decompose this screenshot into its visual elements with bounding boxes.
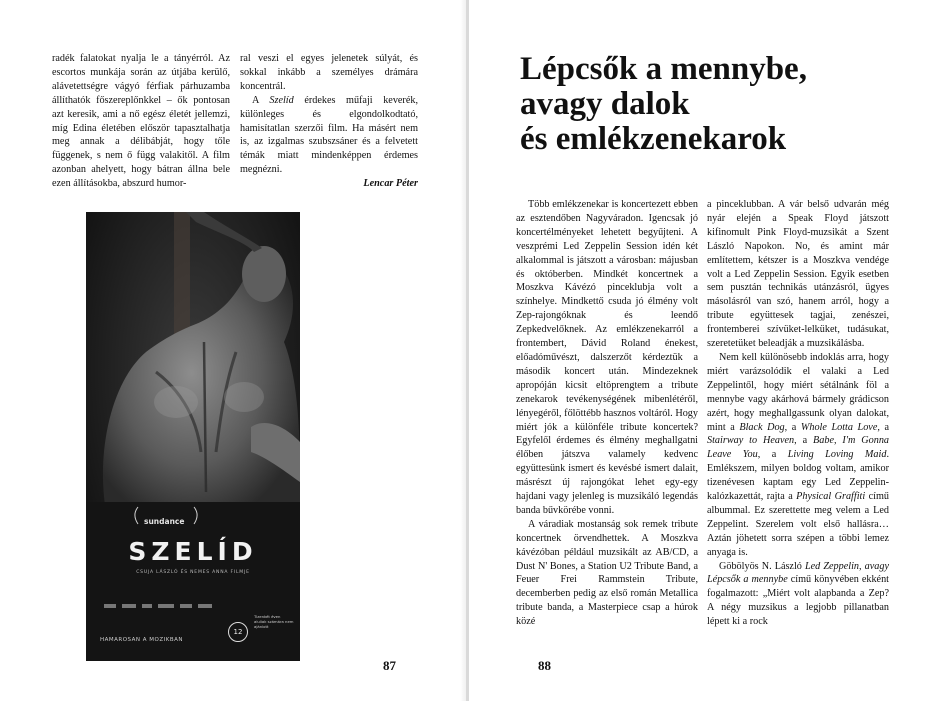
right-col1 [516, 198, 698, 629]
song-title: Stairway to Heaven [707, 435, 795, 447]
title-line-1: Lépcsők a mennybe, [520, 51, 807, 87]
film-title-italic: Szelíd [269, 94, 294, 106]
title-line-2: avagy dalok [520, 86, 690, 122]
book-spine [466, 0, 469, 701]
poster-release-text: HAMAROSAN A MOZIKBAN [100, 637, 184, 643]
right-col2-p1: a pinceklubban. A vár belső udvarán még nyár elején a Speak Floyd játszott kifinomult Pink Floyd-muzsikát a Szent László Napokon. No, és amint már említettem, kétszer is a Moszkva vendége volt a Led Zeppelin Session. Egyik esetben sem pusztán technikás utánzásról, ügyes másolásról van szó, hanem arról, hogy a tribute együttesek tagjai, zenészei, frontemberei szívüket-lelküket, tudásukat, szeretetüket beleadják a muzsikálásba. [707, 199, 889, 350]
text-run: című könyvében ekként fogalmazott: „Miért volt alapbanda a Zep? A négy muzsikus a legjobb pillanatban lépett ki a rock [707, 574, 889, 628]
poster-credit: CSUJA LÁSZLÓ ÉS NEMES ANNA FILMJE [136, 570, 250, 575]
text-run: című albummal. Ez szerettette meg velem a Led Zeppelint. Szerelem volt első hallásra… Aztán jöhetett sorra szépen a többi lemez anyaga is. [707, 491, 889, 558]
song-title: Whole Lotta Love [800, 421, 878, 433]
left-col2 [240, 52, 418, 191]
text-run: érdekes műfaji keverék, különleges és elgondolkodtató, hamisítatlan szerzői film. Ha másért nem is, az izgalmas szubszsáner és a felvetett témák miatt mindenképpen érdemes megnézni. [240, 94, 418, 176]
sundance-logo-text: sundance [144, 517, 185, 526]
poster-title: SZELÍD [128, 537, 258, 566]
left-col1-text: radék falatokat nyalja le a tányérról. Az escortos munkája során az útjába kerülő, alávetettségre vágyó férfiak párhuzamba állíthatók főszereplőnkkel – ők pontosan azt keresik, ami a nő egész életét jellemzi, míg Edina életében először tapasztalhatja meg annak a délibábját, hogy tőle függenek, s nem ő függ valakitől. A film azonban ahelyett, hogy bátran állna bele ezen állításokba, abszurd humor- [52, 53, 230, 190]
right-col1-p2: A váradiak mostanság sok remek tribute koncertnek örvendhettek. A Moszkva kávézóban például muzsikált az AB/CD, a Dust N' Bones, a Station U2 Tribute Band, a Feuer Frei Rammstein Tribute, decemberben pedig az első román Metallica tribute banda, a Masterpiece csap a húrok közé [516, 518, 698, 628]
right-col1-p1: Több emlékzenekar is koncertezett ebben az esztendőben Nagyváradon. Igencsak jó koncertélményeket lehetett begyűjteni. A veszprémi Led Zeppelin Session idén két alkalommal is játszott a városban: májusban és októberben. Mindkét koncertnek a Moszkva Kávézó pinceklubja volt a színhelye. Mindkettő csuda jó élmény volt Zep-rajongóknak és leendő Zepkedvelőknek. Az emlékzenekarról a frontembert, Dávid Roland énekest, előadóművészt, dalszerzőt kérdeztük a második koncert után. Mindezeknek apropóján kicsit eltöprengtem a tribute zenekarok tevékenységének mibenlétéről, lényegéről, főlöttébb hasznos voltáról. Hogy miért jók a különféle tribute koncertek? Egyfelől érdemes és élmény meghallgatni élőben játszva valamely kedvenc együttesünk ismert és kevésbé ismert dalait, másrészt új rajongókat lehet egy-egy hajdani vagy jelenleg is muzsikáló legendás banda bűvkörébe vonni. [516, 199, 698, 516]
age-rating-icon: 12 [228, 622, 248, 642]
song-title: Black Dog [739, 421, 785, 433]
right-col2 [707, 198, 889, 629]
article-title [520, 52, 920, 157]
text-run: Nem kell különösebb indoklás arra, hogy miért varázsolódik el valaki a Led Zeppelintől, hogy miért sétálnánk föl a mennybe vagy akárhová bármely grádicson azért, hogy meghallgassunk olyan dalokat, mint a [707, 351, 889, 433]
age-rating-text: Tizenkét éven aluliak számára nem ajánlott [254, 614, 294, 629]
left-col2-p2 [240, 94, 418, 177]
album-title: Physical Graffiti [796, 491, 866, 503]
text-run: A [252, 94, 270, 106]
page-number-right: 88 [538, 658, 551, 673]
right-col2-p2: Nem kell különösebb indoklás arra, hogy miért varázsolódik el valaki a Led Zeppelintől, hogy miért sétálnánk föl a mennybe vagy akárhová bármely grádicson azért, hogy meghallgassunk olyan dalokat, mint a Black Dog, a Whole Lotta Love, a Stairway to Heaven, a Babe, I'm Gonna Leave You, a Living Loving Maid. Emlékszem, milyen boldog voltam, amikor tizenévesen kaptam egy Led Zeppelin-kalózkazettát, rajta a Physical Graffiti című albummal. Ez szerettette meg velem a Led Zeppelint. Szerelem volt első hallásra… Aztán jöhetett sorra szépen a többi lemez anyaga is. [707, 351, 890, 558]
author-signature: Lencar Péter [363, 178, 418, 190]
poster-artwork [86, 212, 300, 661]
text-run: . Emlékszem, milyen boldog voltam, amikor tizenévesen kaptam egy Led Zeppelin-kalózkazettát, rajta a [707, 449, 889, 503]
right-col2-p3 [707, 560, 889, 630]
song-title: Living Loving Maid [787, 449, 887, 461]
title-line-3: és emlékzenekarok [520, 121, 787, 157]
book-title: Led Zeppelin, avagy Lépcsők a mennybe [707, 560, 889, 586]
text-run: Göbölyös N. László [719, 560, 805, 572]
film-poster [86, 212, 300, 661]
song-title: Babe, I'm Gonna Leave You [707, 435, 890, 461]
page-number-left: 87 [383, 658, 396, 673]
left-col2-p1: ral veszi el egyes jelenetek súlyát, és sokkal inkább a személyes drámára koncentrál. [240, 53, 418, 92]
left-col1 [52, 52, 230, 191]
